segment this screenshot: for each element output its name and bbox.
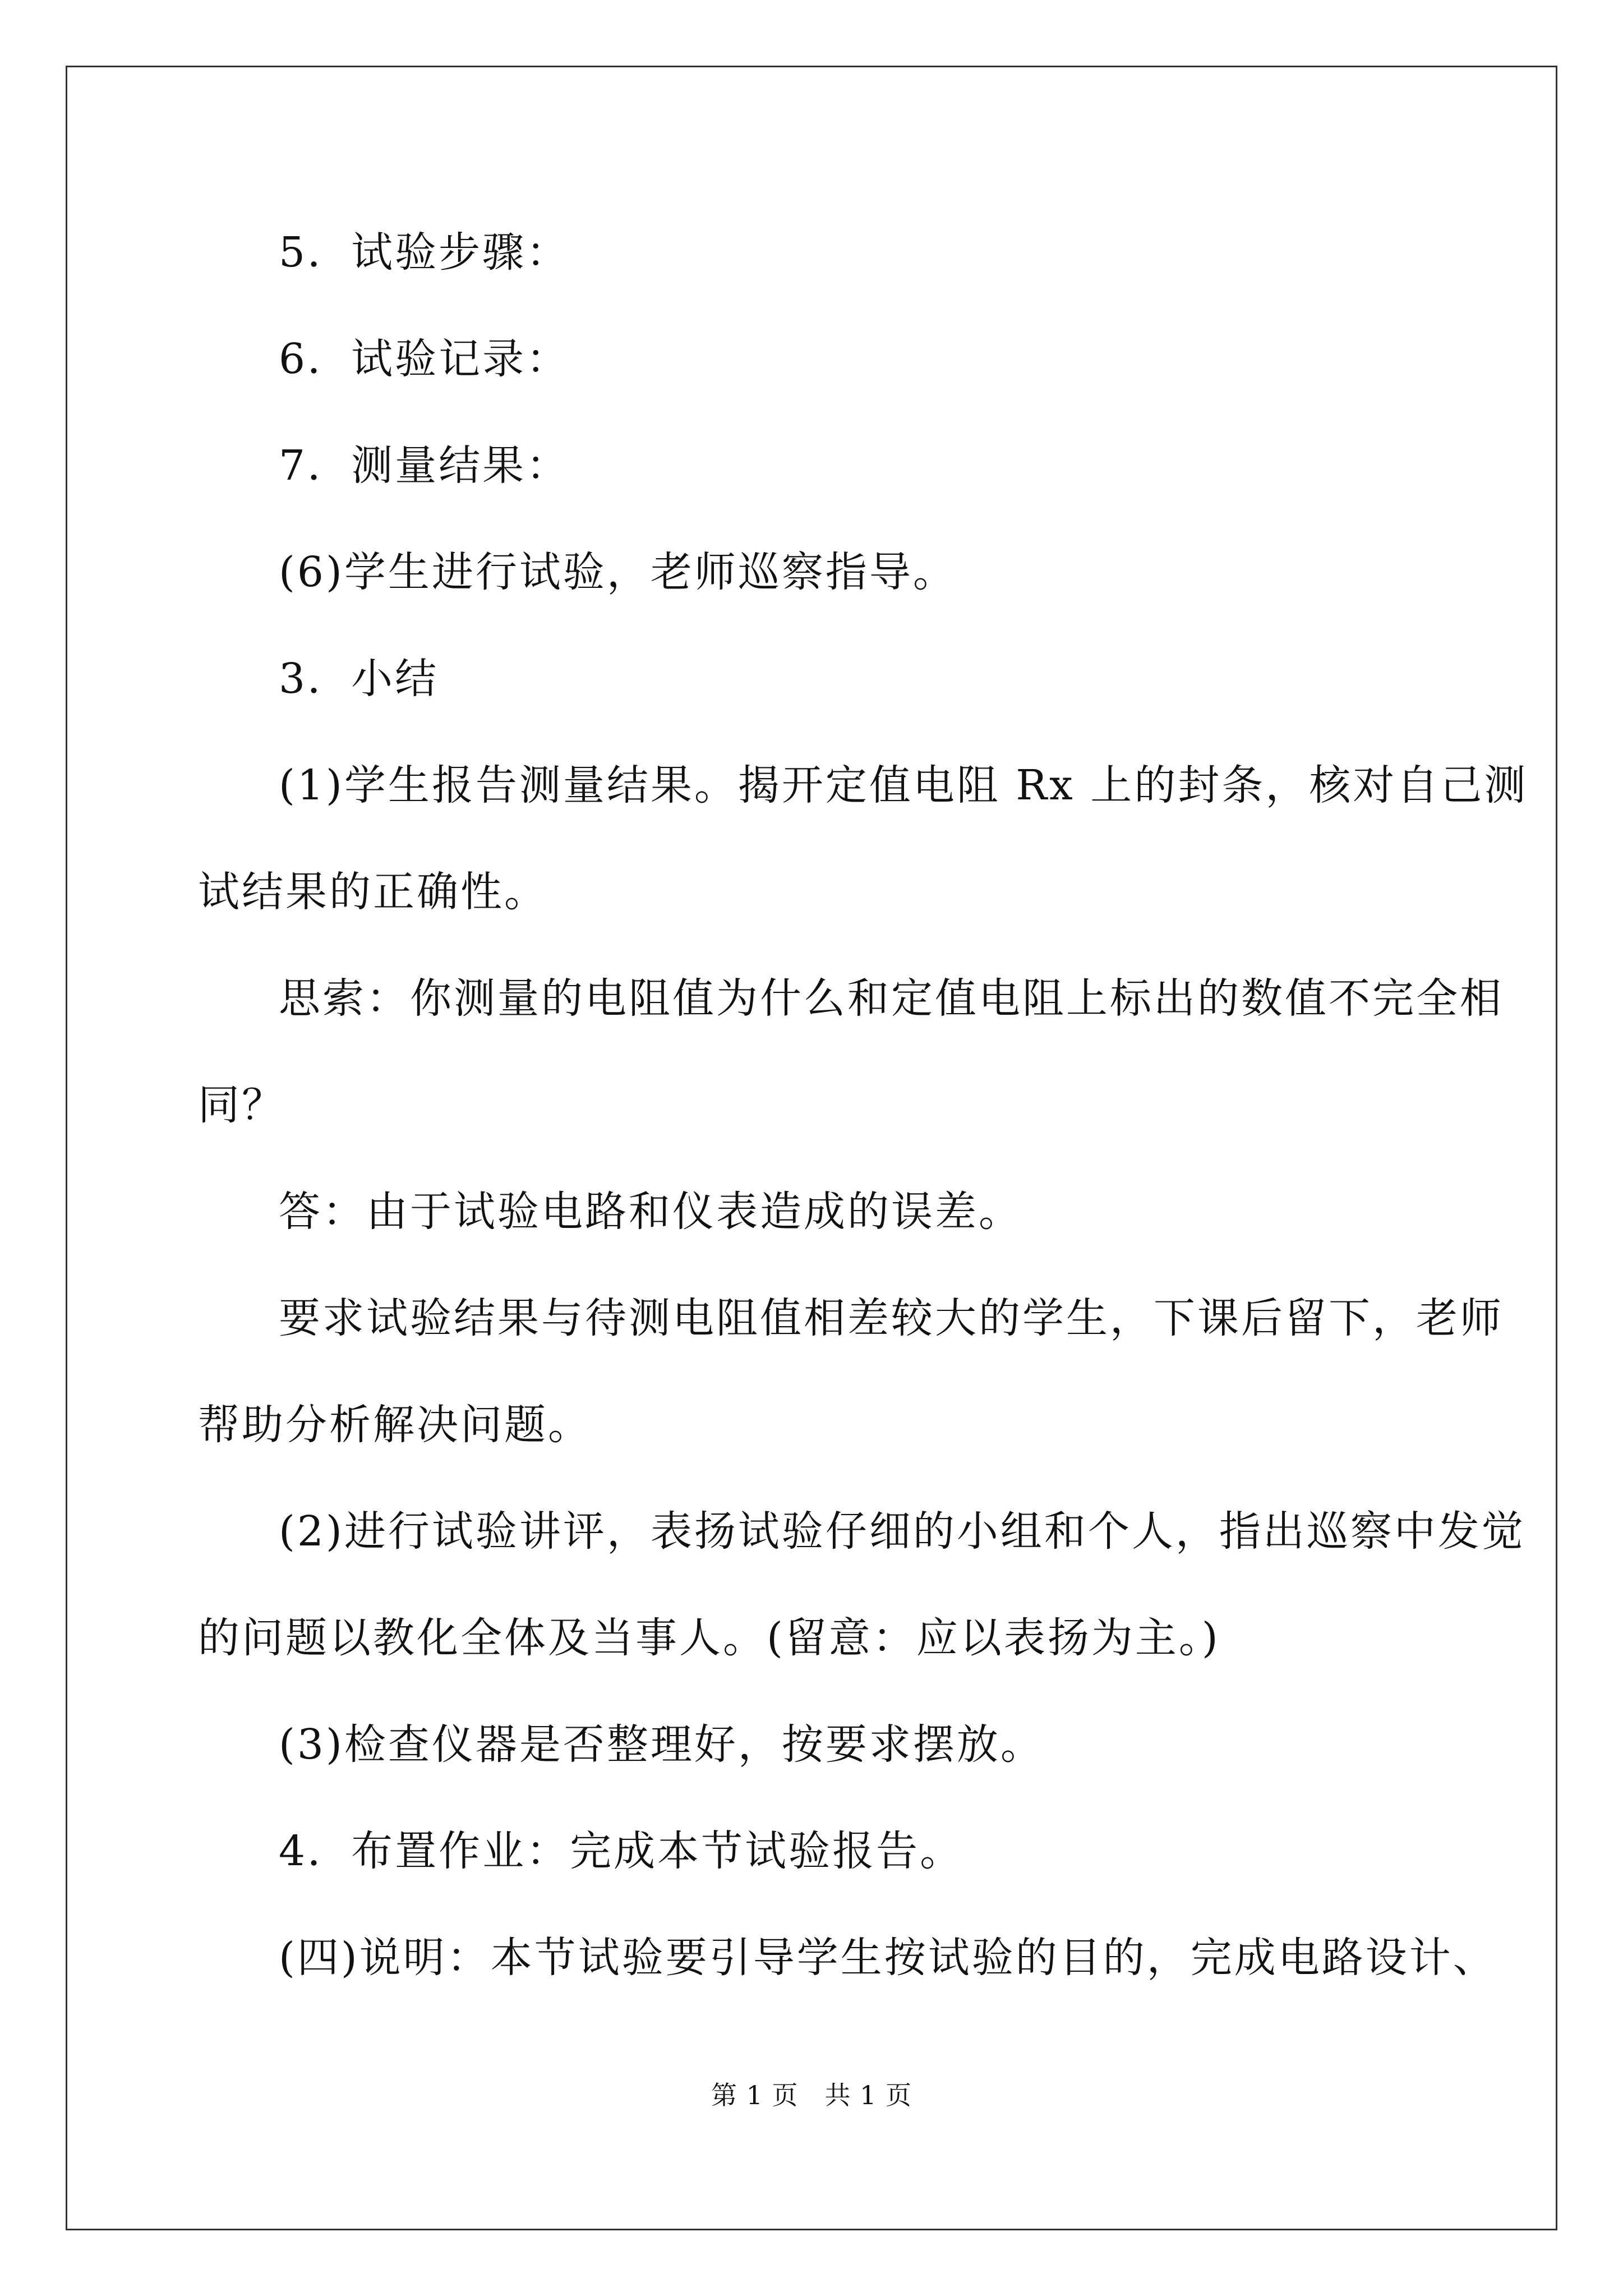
section-3-heading: 3．小结	[279, 655, 439, 703]
paragraph-6: (6)学生进行试验，老师巡察指导。	[279, 548, 957, 596]
step-5-heading: 5．试验步骤：	[279, 228, 570, 277]
note-line: (四)说明：本节试验要引导学生按试验的目的，完成电路设计、	[279, 1934, 1497, 1982]
paragraph-1-line-2: 试结果的正确性。	[198, 868, 548, 916]
step-7-heading: 7．测量结果：	[279, 441, 570, 490]
paragraph-2-line-2: 的问题以教化全体及当事人。(留意：应以表扬为主。)	[198, 1614, 1220, 1662]
paragraph-2-line-1: (2)进行试验讲评，表扬试验仔细的小组和个人，指出巡察中发觉	[279, 1507, 1525, 1556]
requirement-line-2: 帮助分析解决问题。	[198, 1401, 592, 1449]
step-6-heading: 6．试验记录：	[279, 335, 570, 383]
paragraph-1-line-1: (1)学生报告测量结果。揭开定值电阻 Rx 上的封条，核对自己测	[279, 761, 1528, 809]
requirement-line-1: 要求试验结果与待测电阻值相差较大的学生，下课后留下，老师	[279, 1294, 1504, 1342]
page-border	[66, 66, 1557, 2230]
page-number: 第 1 页 共 1 页	[711, 2080, 912, 2110]
question-line-2: 同？	[198, 1081, 285, 1129]
section-4-heading: 4．布置作业：完成本节试验报告。	[279, 1827, 964, 1875]
answer-line: 答：由于试验电路和仪表造成的误差。	[279, 1188, 1022, 1236]
question-line-1: 思索：你测量的电阻值为什么和定值电阻上标出的数值不完全相	[279, 974, 1504, 1023]
paragraph-3: (3)检查仪器是否整理好，按要求摆放。	[279, 1720, 1044, 1769]
